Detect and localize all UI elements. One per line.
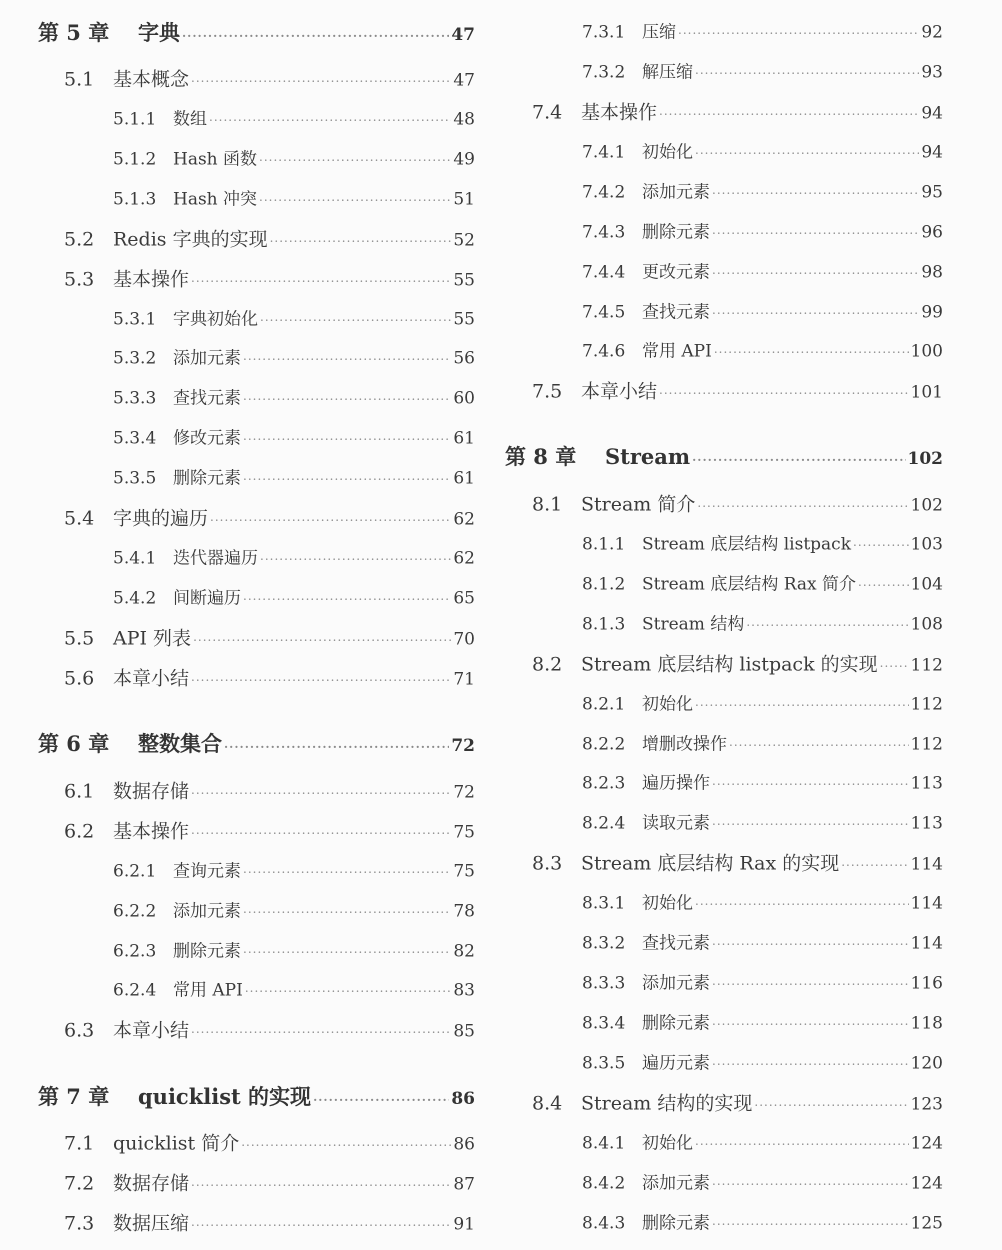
toc-entry-title: 数组: [173, 109, 207, 130]
toc-entry-page-number: 94: [921, 103, 943, 124]
toc-entry-number: 7.4.4: [582, 262, 626, 283]
toc-entry-number: 8.4.1: [582, 1133, 626, 1154]
dot-leader: [712, 1218, 909, 1232]
dot-leader: [754, 1099, 908, 1113]
dot-leader: [712, 1058, 909, 1072]
toc-entry-page-number: 72: [451, 736, 475, 756]
toc-entry-title: 字典初始化: [173, 309, 258, 330]
dot-leader: [191, 1179, 451, 1193]
dot-leader: [712, 187, 919, 201]
dot-leader: [712, 978, 909, 992]
toc-entry-title: Redis 字典的实现: [113, 228, 268, 251]
toc-entry-title: API 列表: [113, 627, 192, 650]
toc-entry-number: 7.4.6: [582, 341, 626, 362]
toc-subsection-entry: [505, 730, 943, 755]
toc-entry-number: 8.2.4: [582, 813, 626, 834]
toc-subsection-entry: [505, 58, 943, 83]
toc-entry-title: 初始化: [642, 142, 693, 163]
dot-leader: [659, 387, 909, 401]
toc-entry-page-number: 70: [453, 629, 475, 650]
toc-entry-number: 8.3.1: [582, 893, 626, 914]
toc-entry-page-number: 94: [921, 142, 943, 163]
dot-leader: [243, 946, 451, 960]
toc-entry-number: 8.2: [532, 653, 563, 676]
toc-entry-number: 5.6: [64, 667, 95, 690]
toc-entry-title: 遍历元素: [642, 1053, 710, 1074]
toc-entry-page-number: 113: [910, 813, 943, 834]
toc-entry-number: 7.3.1: [582, 22, 626, 43]
toc-entry-page-number: 103: [910, 534, 943, 555]
toc-entry-number: 第 5 章: [38, 20, 110, 45]
toc-section-entry: [38, 1016, 475, 1043]
dot-leader: [697, 500, 908, 514]
dot-leader: [209, 114, 451, 128]
toc-entry-page-number: 124: [910, 1133, 943, 1154]
toc-section-entry: [505, 377, 943, 404]
toc-subsection-entry: [38, 976, 475, 1001]
toc-entry-number: 5.4.2: [113, 588, 157, 609]
toc-entry-title: 基本操作: [113, 820, 190, 843]
toc-entry-title: 添加元素: [642, 1173, 710, 1194]
toc-subsection-entry: [505, 690, 943, 715]
toc-section-entry: [505, 490, 943, 517]
dot-leader: [260, 314, 451, 328]
dot-leader: [712, 307, 919, 321]
toc-entry-page-number: 114: [910, 893, 943, 914]
toc-entry-title: 压缩: [642, 22, 676, 43]
toc-subsection-entry: [38, 344, 475, 369]
toc-entry-page-number: 102: [910, 495, 943, 516]
toc-chapter-entry: [38, 728, 475, 758]
toc-entry-page-number: 47: [453, 70, 475, 91]
toc-subsection-entry: [505, 1009, 943, 1034]
toc-entry-number: 8.1.1: [582, 534, 626, 555]
toc-entry-title: 整数集合: [138, 731, 222, 756]
toc-entry-number: 5.1.2: [113, 149, 157, 170]
dot-leader: [695, 147, 919, 161]
toc-entry-title: 数据压缩: [113, 1212, 190, 1235]
dot-leader: [260, 553, 451, 567]
dot-leader: [243, 866, 451, 880]
toc-entry-page-number: 61: [453, 468, 475, 489]
toc-entry-title: 添加元素: [642, 182, 710, 203]
toc-subsection-entry: [505, 258, 943, 283]
dot-leader: [210, 514, 451, 528]
toc-subsection-entry: [505, 570, 943, 595]
toc-subsection-entry: [505, 138, 943, 163]
toc-entry-number: 5.4: [64, 507, 95, 530]
dot-leader: [712, 1178, 909, 1192]
toc-subsection-entry: [505, 809, 943, 834]
dot-leader: [241, 1139, 451, 1153]
dot-leader: [858, 579, 909, 593]
toc-entry-number: 8.1: [532, 493, 563, 516]
dot-leader: [182, 29, 449, 43]
toc-entry-title: 删除元素: [173, 941, 241, 962]
toc-subsection-entry: [505, 337, 943, 362]
dot-leader: [712, 778, 909, 792]
toc-entry-title: 删除元素: [173, 468, 241, 489]
toc-entry-number: 8.1.3: [582, 614, 626, 635]
toc-entry-title: 数据存储: [113, 1172, 190, 1195]
toc-entry-title: Stream 底层结构 listpack 的实现: [581, 653, 878, 676]
toc-entry-title: 添加元素: [642, 973, 710, 994]
dot-leader: [191, 827, 451, 841]
toc-entry-number: 8.2.1: [582, 694, 626, 715]
toc-entry-page-number: 61: [453, 428, 475, 449]
toc-entry-page-number: 123: [910, 1094, 943, 1115]
toc-section-entry: [505, 650, 943, 677]
dot-leader: [270, 235, 452, 249]
toc-entry-title: Hash 冲突: [173, 189, 258, 210]
toc-subsection-entry: [505, 18, 943, 43]
toc-entry-number: 6.1: [64, 780, 95, 803]
toc-entry-title: Stream 简介: [581, 493, 696, 516]
toc-entry-page-number: 92: [921, 22, 943, 43]
toc-entry-title: 添加元素: [173, 901, 241, 922]
toc-entry-number: 5.1: [64, 68, 95, 91]
dot-leader: [243, 393, 451, 407]
toc-subsection-entry: [505, 1169, 943, 1194]
dot-leader: [712, 267, 919, 281]
toc-entry-number: 5.3.1: [113, 309, 157, 330]
toc-section-entry: [38, 817, 475, 844]
dot-leader: [695, 898, 909, 912]
toc-subsection-entry: [505, 610, 943, 635]
dot-leader: [678, 27, 919, 41]
toc-entry-number: 6.2.4: [113, 980, 157, 1001]
toc-entry-number: 第 6 章: [38, 731, 110, 756]
toc-entry-number: 8.3.5: [582, 1053, 626, 1074]
toc-entry-title: 本章小结: [113, 667, 190, 690]
dot-leader: [695, 67, 919, 81]
toc-entry-number: 6.3: [64, 1019, 95, 1042]
toc-entry-page-number: 62: [453, 509, 475, 530]
toc-entry-title: 初始化: [642, 694, 693, 715]
toc-entry-number: 5.2: [64, 228, 95, 251]
toc-entry-page-number: 125: [910, 1213, 943, 1234]
toc-entry-title: 本章小结: [113, 1019, 190, 1042]
toc-entry-page-number: 56: [453, 348, 475, 369]
dot-leader: [245, 985, 452, 999]
toc-entry-title: 解压缩: [642, 62, 693, 83]
dot-leader: [193, 634, 451, 648]
toc-entry-title: 删除元素: [642, 1013, 710, 1034]
toc-entry-title: Stream 底层结构 Rax 简介: [642, 574, 857, 595]
toc-entry-page-number: 96: [921, 222, 943, 243]
dot-leader: [714, 346, 909, 360]
toc-entry-page-number: 47: [451, 25, 475, 45]
dot-leader: [659, 108, 919, 122]
toc-entry-title: 本章小结: [581, 380, 658, 403]
toc-entry-number: 7.5: [532, 380, 563, 403]
toc-entry-title: 间断遍历: [173, 588, 241, 609]
toc-section-entry: [505, 98, 943, 125]
toc-section-entry: [38, 225, 475, 252]
toc-entry-title: 查询元素: [173, 861, 241, 882]
dot-leader: [259, 154, 451, 168]
toc-entry-number: 5.3.3: [113, 388, 157, 409]
toc-entry-title: 增删改操作: [642, 734, 727, 755]
toc-entry-title: 基本操作: [581, 101, 658, 124]
toc-entry-title: 添加元素: [173, 348, 241, 369]
toc-subsection-entry: [38, 305, 475, 330]
dot-leader: [853, 539, 909, 553]
toc-entry-page-number: 82: [453, 941, 475, 962]
toc-entry-page-number: 75: [453, 861, 475, 882]
toc-subsection-entry: [505, 929, 943, 954]
toc-entry-page-number: 118: [910, 1013, 943, 1034]
toc-entry-page-number: 51: [453, 189, 475, 210]
toc-entry-page-number: 99: [921, 302, 943, 323]
toc-entry-number: 5.4.1: [113, 548, 157, 569]
toc-entry-number: 第 7 章: [38, 1084, 110, 1109]
toc-entry-number: 8.3: [532, 852, 563, 875]
toc-entry-number: 5.3.4: [113, 428, 157, 449]
toc-entry-page-number: 114: [910, 854, 943, 875]
toc-chapter-entry: [38, 17, 475, 47]
toc-entry-title: quicklist 简介: [113, 1132, 240, 1155]
toc-entry-page-number: 49: [453, 149, 475, 170]
toc-entry-number: 8.3.3: [582, 973, 626, 994]
dot-leader: [880, 660, 909, 674]
dot-leader: [243, 906, 451, 920]
toc-entry-page-number: 83: [453, 980, 475, 1001]
toc-entry-title: 常用 API: [173, 980, 243, 1001]
toc-entry-title: 初始化: [642, 1133, 693, 1154]
toc-entry-number: 8.4.3: [582, 1213, 626, 1234]
toc-entry-page-number: 98: [921, 262, 943, 283]
toc-entry-title: 迭代器遍历: [173, 548, 258, 569]
dot-leader: [191, 674, 451, 688]
toc-entry-page-number: 112: [910, 655, 943, 676]
toc-entry-page-number: 78: [453, 901, 475, 922]
toc-entry-page-number: 55: [453, 270, 475, 291]
dot-leader: [243, 353, 451, 367]
dot-leader: [191, 1026, 451, 1040]
toc-section-entry: [38, 777, 475, 804]
dot-leader: [243, 593, 451, 607]
toc-entry-number: 7.3.2: [582, 62, 626, 83]
toc-chapter-entry: [38, 1081, 475, 1111]
toc-entry-page-number: 48: [453, 109, 475, 130]
toc-entry-number: 7.2: [64, 1172, 95, 1195]
dot-leader: [695, 699, 909, 713]
toc-entry-title: 字典的遍历: [113, 507, 209, 530]
toc-subsection-entry: [38, 464, 475, 489]
toc-entry-page-number: 116: [910, 973, 943, 994]
toc-subsection-entry: [505, 530, 943, 555]
toc-section-entry: [38, 1129, 475, 1156]
toc-entry-title: Stream 结构的实现: [581, 1092, 753, 1115]
toc-entry-number: 6.2.2: [113, 901, 157, 922]
dot-leader: [191, 75, 451, 89]
toc-entry-number: 6.2.1: [113, 861, 157, 882]
toc-entry-number: 6.2: [64, 820, 95, 843]
toc-entry-number: 7.4.2: [582, 182, 626, 203]
toc-entry-page-number: 112: [910, 694, 943, 715]
toc-section-entry: [38, 1169, 475, 1196]
toc-subsection-entry: [505, 769, 943, 794]
toc-chapter-entry: [505, 441, 943, 471]
toc-entry-title: 更改元素: [642, 262, 710, 283]
toc-entry-number: 8.4: [532, 1092, 563, 1115]
toc-section-entry: [38, 504, 475, 531]
toc-entry-page-number: 62: [453, 548, 475, 569]
toc-subsection-entry: [505, 1129, 943, 1154]
toc-entry-number: 8.2.3: [582, 773, 626, 794]
toc-subsection-entry: [505, 298, 943, 323]
toc-subsection-entry: [38, 185, 475, 210]
toc-subsection-entry: [505, 1049, 943, 1074]
toc-entry-page-number: 124: [910, 1173, 943, 1194]
toc-entry-title: 删除元素: [642, 222, 710, 243]
toc-entry-number: 第 8 章: [505, 444, 577, 469]
toc-entry-number: 8.4.2: [582, 1173, 626, 1194]
toc-entry-title: 查找元素: [173, 388, 241, 409]
toc-entry-number: 7.4.5: [582, 302, 626, 323]
toc-entry-page-number: 85: [453, 1021, 475, 1042]
toc-entry-title: 读取元素: [642, 813, 710, 834]
toc-entry-page-number: 86: [453, 1134, 475, 1155]
toc-entry-number: 5.3.5: [113, 468, 157, 489]
toc-section-entry: [38, 1209, 475, 1236]
dot-leader: [712, 1018, 909, 1032]
toc-entry-number: 8.3.2: [582, 933, 626, 954]
toc-entry-number: 6.2.3: [113, 941, 157, 962]
toc-entry-number: 5.1.1: [113, 109, 157, 130]
toc-entry-page-number: 112: [910, 734, 943, 755]
toc-entry-page-number: 102: [907, 449, 943, 469]
toc-subsection-entry: [38, 145, 475, 170]
toc-entry-page-number: 114: [910, 933, 943, 954]
toc-section-entry: [38, 265, 475, 292]
toc-subsection-entry: [38, 424, 475, 449]
toc-entry-page-number: 100: [910, 341, 943, 362]
dot-leader: [224, 740, 449, 754]
toc-entry-number: 7.4.1: [582, 142, 626, 163]
toc-entry-title: 基本操作: [113, 268, 190, 291]
toc-entry-number: 5.3: [64, 268, 95, 291]
toc-entry-page-number: 60: [453, 388, 475, 409]
toc-entry-number: 7.1: [64, 1132, 95, 1155]
toc-subsection-entry: [505, 1209, 943, 1234]
toc-entry-title: Hash 函数: [173, 149, 258, 170]
toc-subsection-entry: [38, 897, 475, 922]
toc-entry-title: 查找元素: [642, 933, 710, 954]
toc-entry-number: 5.5: [64, 627, 95, 650]
dot-leader: [191, 787, 451, 801]
toc-entry-title: 数据存储: [113, 780, 190, 803]
dot-leader: [243, 473, 451, 487]
toc-entry-page-number: 72: [453, 782, 475, 803]
toc-entry-title: 删除元素: [642, 1213, 710, 1234]
toc-entry-page-number: 95: [921, 182, 943, 203]
toc-entry-number: 8.3.4: [582, 1013, 626, 1034]
toc-entry-title: Stream: [605, 444, 691, 469]
toc-section-entry: [505, 849, 943, 876]
toc-entry-title: 初始化: [642, 893, 693, 914]
toc-subsection-entry: [38, 584, 475, 609]
toc-entry-page-number: 93: [921, 62, 943, 83]
toc-entry-number: 8.2.2: [582, 734, 626, 755]
toc-entry-title: Stream 结构: [642, 614, 745, 635]
toc-entry-title: quicklist 的实现: [138, 1084, 312, 1109]
toc-entry-number: 7.4: [532, 101, 563, 124]
toc-entry-number: 5.3.2: [113, 348, 157, 369]
dot-leader: [191, 1219, 451, 1233]
toc-section-entry: [38, 624, 475, 651]
toc-entry-title: 字典: [138, 20, 180, 45]
toc-entry-title: 常用 API: [642, 341, 712, 362]
toc-entry-page-number: 52: [453, 230, 475, 251]
toc-entry-title: 基本概念: [113, 68, 190, 91]
toc-entry-page-number: 71: [453, 669, 475, 690]
dot-leader: [243, 433, 451, 447]
toc-entry-page-number: 108: [910, 614, 943, 635]
toc-subsection-entry: [505, 969, 943, 994]
toc-entry-page-number: 91: [453, 1214, 475, 1235]
toc-section-entry: [505, 1089, 943, 1116]
toc-subsection-entry: [38, 857, 475, 882]
toc-entry-title: 修改元素: [173, 428, 241, 449]
toc-entry-page-number: 86: [451, 1089, 475, 1109]
toc-entry-page-number: 104: [910, 574, 943, 595]
toc-subsection-entry: [505, 889, 943, 914]
toc-subsection-entry: [38, 384, 475, 409]
toc-subsection-entry: [38, 544, 475, 569]
dot-leader: [313, 1093, 449, 1107]
toc-entry-number: 7.4.3: [582, 222, 626, 243]
dot-leader: [746, 619, 908, 633]
toc-entry-title: 遍历操作: [642, 773, 710, 794]
dot-leader: [695, 1138, 909, 1152]
toc-entry-page-number: 55: [453, 309, 475, 330]
dot-leader: [712, 227, 919, 241]
toc-entry-page-number: 65: [453, 588, 475, 609]
toc-entry-number: 7.3: [64, 1212, 95, 1235]
toc-subsection-entry: [38, 937, 475, 962]
toc-entry-number: 8.1.2: [582, 574, 626, 595]
dot-leader: [712, 818, 909, 832]
dot-leader: [191, 275, 451, 289]
toc-entry-number: 5.1.3: [113, 189, 157, 210]
toc-entry-title: 查找元素: [642, 302, 710, 323]
toc-subsection-entry: [38, 105, 475, 130]
toc-entry-page-number: 87: [453, 1174, 475, 1195]
toc-section-entry: [38, 65, 475, 92]
toc-entry-page-number: 101: [910, 382, 943, 403]
toc-subsection-entry: [505, 218, 943, 243]
toc-entry-page-number: 75: [453, 822, 475, 843]
toc-section-entry: [38, 664, 475, 691]
dot-leader: [729, 739, 909, 753]
dot-leader: [692, 453, 905, 467]
toc-entry-page-number: 113: [910, 773, 943, 794]
dot-leader: [841, 859, 908, 873]
toc-entry-title: Stream 底层结构 Rax 的实现: [581, 852, 840, 875]
toc-entry-page-number: 120: [910, 1053, 943, 1074]
dot-leader: [259, 194, 451, 208]
dot-leader: [712, 938, 909, 952]
toc-subsection-entry: [505, 178, 943, 203]
toc-entry-title: Stream 底层结构 listpack: [642, 534, 851, 555]
